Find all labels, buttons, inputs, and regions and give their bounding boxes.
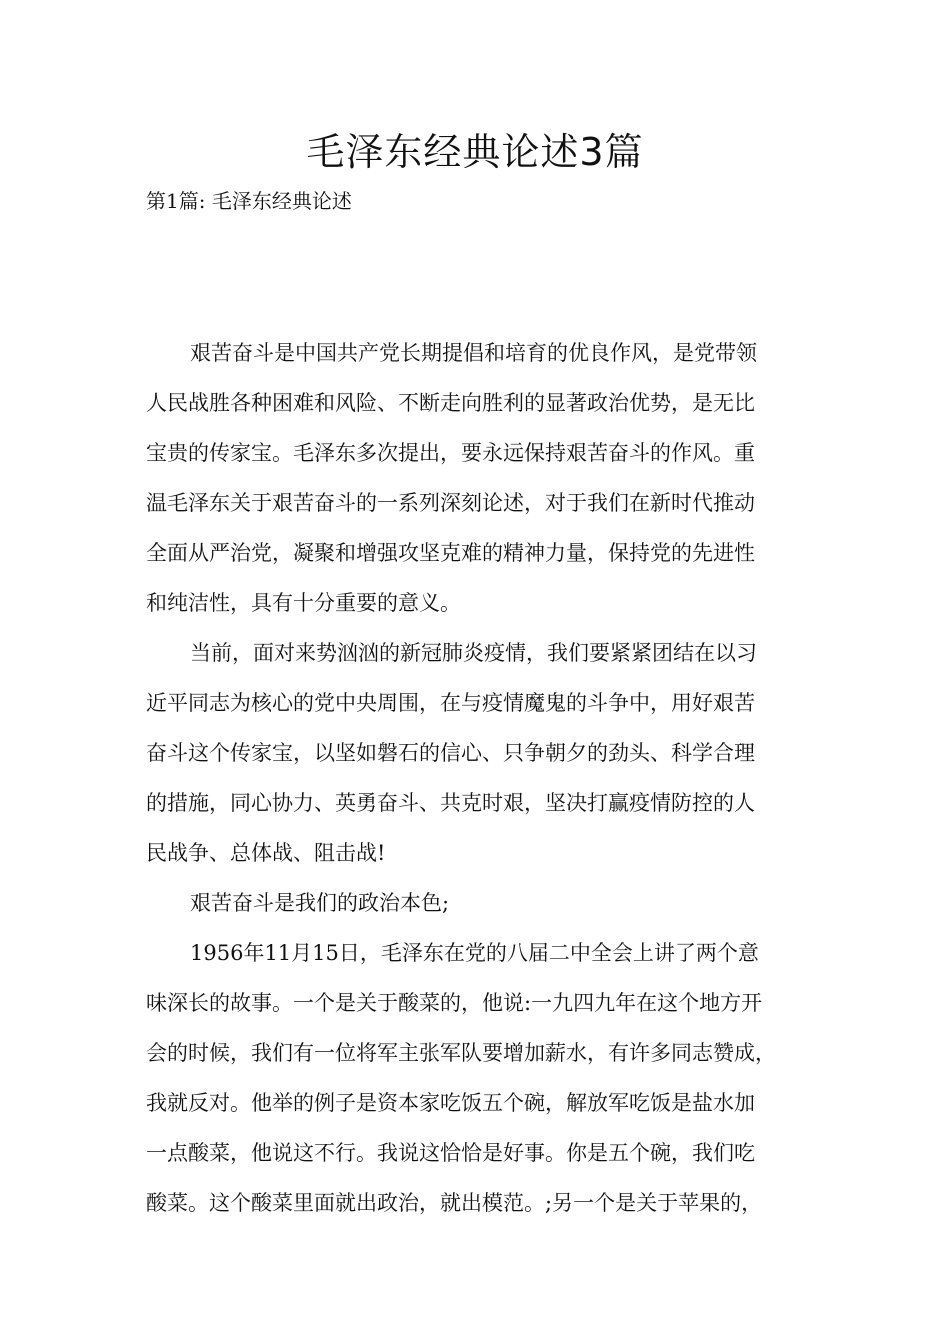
document-title: 毛泽东经典论述3篇 xyxy=(306,130,644,174)
text-line: 我就反对。他举的例子是资本家吃饭五个碗，解放军吃饭是盐水加 xyxy=(146,1091,755,1115)
text-line: 艰苦奋斗是中国共产党长期提倡和培育的优良作风，是党带领 xyxy=(190,341,757,365)
paragraph xyxy=(146,628,808,878)
text-line: 近平同志为核心的党中央周围，在与疫情魔鬼的斗争中，用好艰苦 xyxy=(146,691,755,715)
text-line: 温毛泽东关于艰苦奋斗的一系列深刻论述，对于我们在新时代推动 xyxy=(146,491,755,515)
text-line: 和纯洁性，具有十分重要的意义。 xyxy=(146,591,461,615)
text-line: 奋斗这个传家宝，以坚如磐石的信心、只争朝夕的劲头、科学合理 xyxy=(146,741,755,765)
text-line: 人民战胜各种困难和风险、不断走向胜利的显著政治优势，是无比 xyxy=(146,391,755,415)
paragraph xyxy=(146,878,808,928)
text-line: 宝贵的传家宝。毛泽东多次提出，要永远保持艰苦奋斗的作风。重 xyxy=(146,441,755,465)
text-line: 艰苦奋斗是我们的政治本色; xyxy=(190,891,450,915)
text-line: 一点酸菜，他说这不行。我说这恰恰是好事。你是五个碗，我们吃 xyxy=(146,1141,755,1165)
document-body xyxy=(146,328,808,1228)
text-line: 味深长的故事。一个是关于酸菜的，他说:一九四九年在这个地方开 xyxy=(146,991,763,1015)
section-heading: 第1篇: 毛泽东经典论述 xyxy=(146,189,352,213)
text-line: 民战争、总体战、阻击战! xyxy=(146,841,386,865)
paragraph xyxy=(146,928,808,1228)
text-line: 的措施，同心协力、英勇奋斗、共克时艰，坚决打赢疫情防控的人 xyxy=(146,791,755,815)
text-line: 酸菜。这个酸菜里面就出政治，就出模范。;另一个是关于苹果的， xyxy=(146,1191,763,1215)
text-line: 全面从严治党，凝聚和增强攻坚克难的精神力量，保持党的先进性 xyxy=(146,541,755,565)
text-line: 当前，面对来势汹汹的新冠肺炎疫情，我们要紧紧团结在以习 xyxy=(190,641,757,665)
text-line: 会的时候，我们有一位将军主张军队要增加薪水，有许多同志赞成， xyxy=(146,1041,776,1065)
paragraph xyxy=(146,328,808,628)
text-line: 1956年11月15日，毛泽东在党的八届二中全会上讲了两个意 xyxy=(190,941,759,965)
